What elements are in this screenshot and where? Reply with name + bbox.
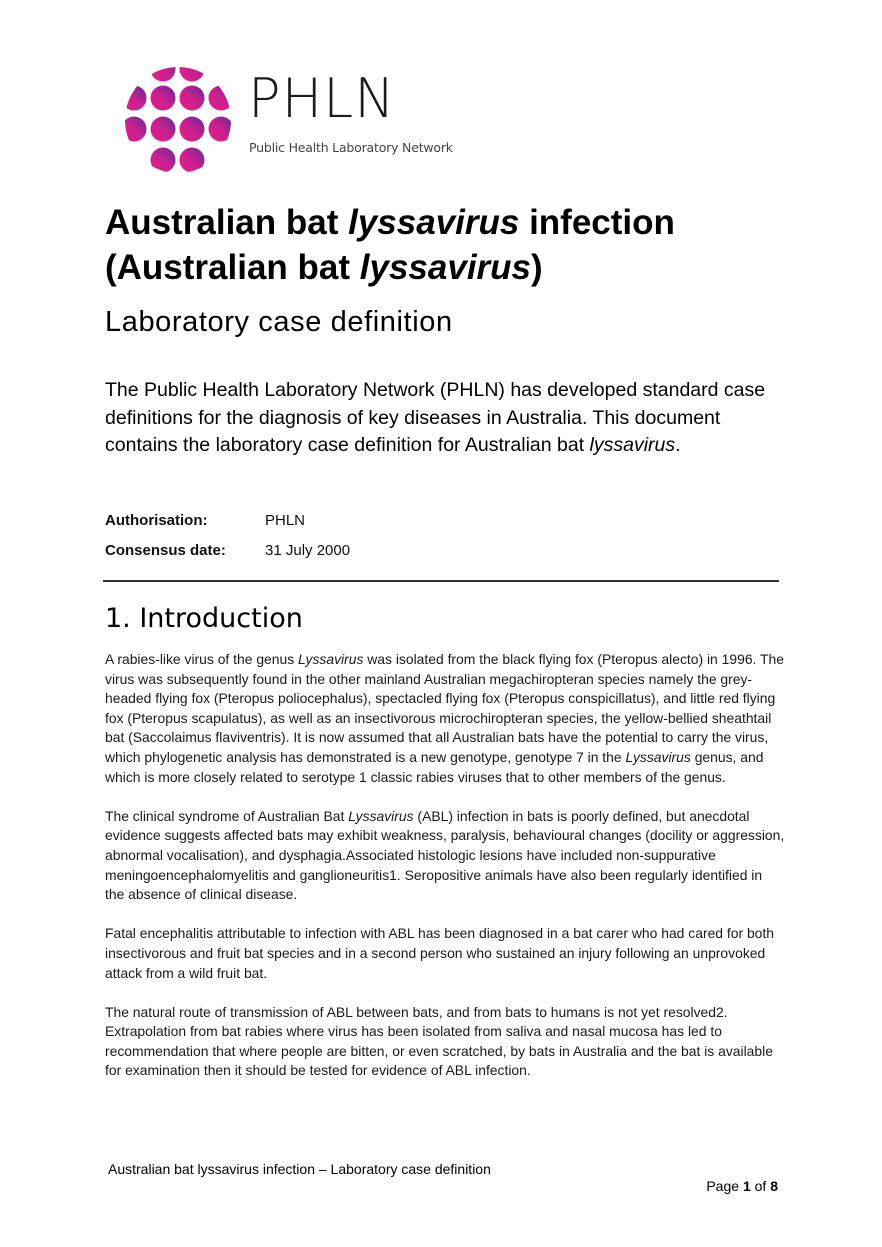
meta-value: PHLN: [265, 512, 306, 529]
lead-text: The Public Health Laboratory Network (PHLN) has developed standard case definitions for the diagnosis of key diseases in Australia. This document contains the laboratory case definition for Australian bat: [105, 379, 766, 456]
lead-italic: lyssavirus: [589, 434, 676, 456]
lead-end: .: [675, 434, 681, 456]
footer-document-title: Australian bat lyssavirus infection – Laboratory case definition: [108, 1161, 491, 1177]
title-italic: lyssavirus: [359, 248, 532, 287]
paragraph: Fatal encephalitis attributable to infection with ABL has been diagnosed in a bat carer who had cared for both insectivorous and fruit bat species and in a second person who sustained an injury following an unprovoked attack from a wild fruit bat.: [105, 925, 774, 981]
title-text: ): [531, 248, 543, 287]
logo-wordmark: PHLN: [248, 67, 396, 130]
paragraph: A rabies-like virus of the genus Lyssavirus was isolated from the black flying fox (Pteropus alecto) in 1996. The virus was subsequently found in the other mainland Australian megachiropteran species namely the grey-headed flying fox (Pteropus poliocephalus), spectacled flying fox (Pteropus conspicillatus), and little red flying fox (Pteropus scapulatus), as well as an insectivorous microchiropteran species, the yellow-bellied sheathtail bat (Saccolaimus flaviventris). It is now assumed that all Australian bats have the potential to carry the virus, which phylogenetic analysis has demonstrated is a new genotype, genotype 7 in the Lyssavirus genus, and which is more closely related to serotype 1 classic rabies viruses that to other members of the genus.: [105, 651, 784, 785]
meta-row-consensus-date: [105, 536, 350, 566]
paragraph: The natural route of transmission of ABL between bats, and from bats to humans is not yet resolved2. Extrapolation from bat rabies where virus has been isolated from saliva and nasal mucosa has led to recommendation that where people are bitten, or even scratched, by bats in Australia and the bat is available for examination then it should be tested for evidence of ABL infection.: [105, 1003, 773, 1079]
meta-label: Consensus date:: [105, 542, 226, 559]
title-text: Australian bat: [105, 203, 349, 242]
phln-logo: [122, 66, 453, 176]
document-title: [105, 200, 805, 290]
title-text: infection: [519, 203, 675, 242]
meta-row-authorisation: [105, 506, 350, 536]
metadata-table: [105, 506, 350, 566]
page-total: 8: [770, 1178, 778, 1194]
section-heading: 1. Introduction: [105, 603, 303, 634]
phln-dot-sphere-icon: [122, 66, 234, 174]
page-label: Page: [706, 1178, 743, 1194]
horizontal-divider: [103, 580, 779, 582]
logo-tagline: Public Health Laboratory Network: [249, 140, 453, 155]
lead-paragraph: [105, 377, 785, 460]
meta-label: Authorisation:: [105, 512, 208, 529]
title-italic: lyssavirus: [348, 203, 520, 242]
page-current: 1: [742, 1178, 751, 1194]
section-body: [105, 650, 785, 1101]
meta-value: 31 July 2000: [265, 542, 351, 559]
page-number: [706, 1178, 778, 1194]
document-subtitle: Laboratory case definition: [105, 306, 453, 338]
title-text: (Australian bat: [105, 248, 360, 287]
paragraph: The clinical syndrome of Australian Bat Lyssavirus (ABL) infection in bats is poorly defined, but anecdotal evidence suggests affected bats may exhibit weakness, paralysis, behavioural changes (docility or aggression, abnormal vocalisation), and dysphagia.Associated histologic lesions have included non-suppurative meningoencephalomyelitis and ganglioneuritis1. Seropositive animals have also been regularly identified in the absence of clinical disease.: [105, 807, 785, 903]
page-of: of: [750, 1178, 771, 1194]
